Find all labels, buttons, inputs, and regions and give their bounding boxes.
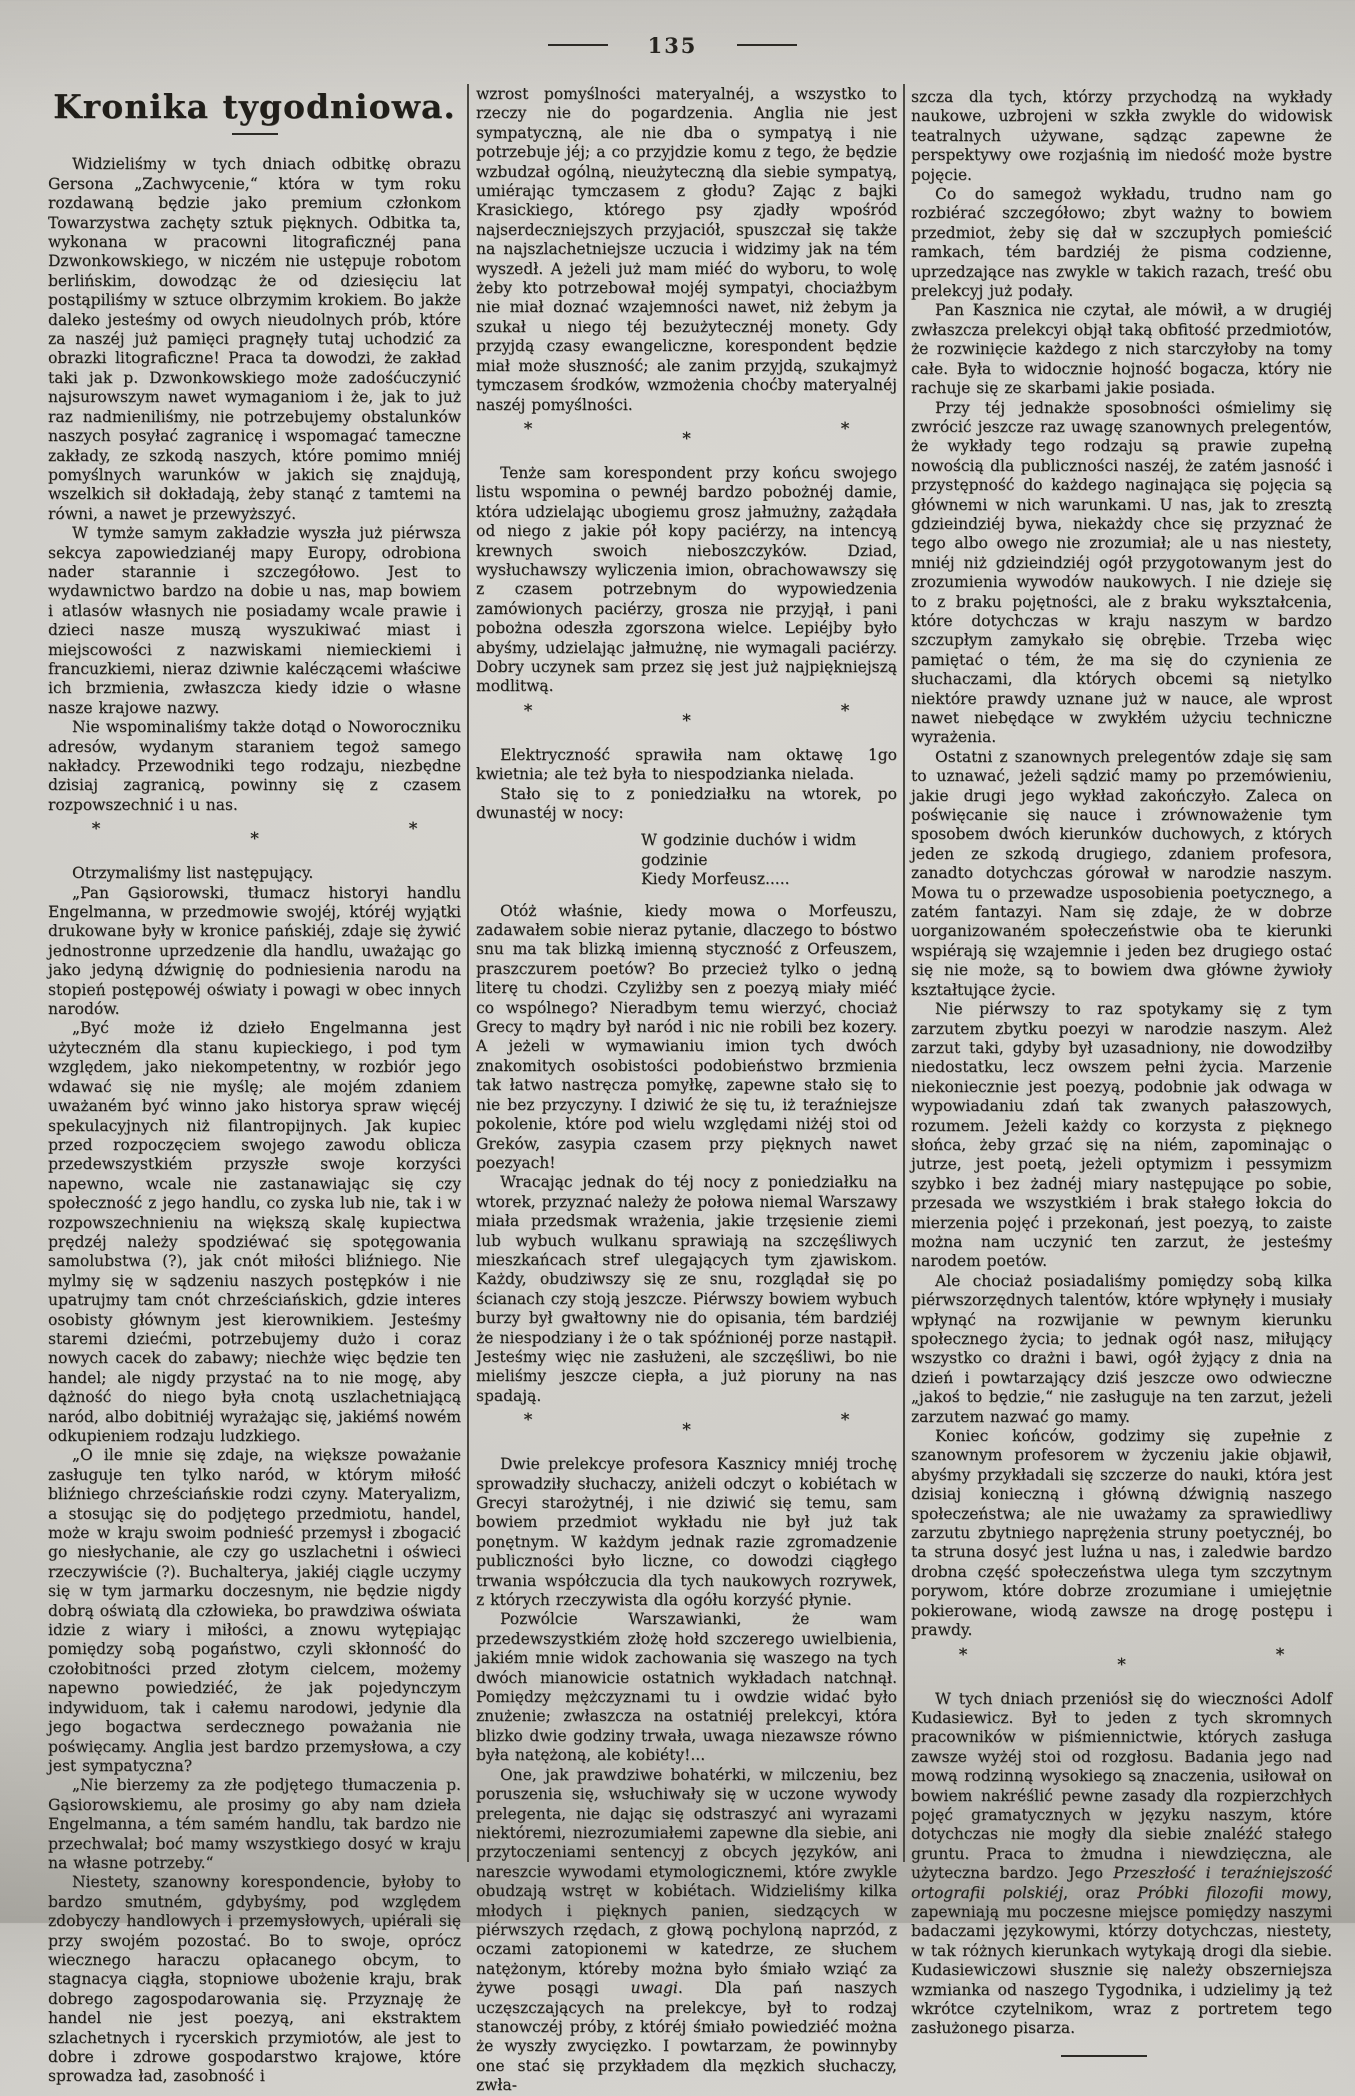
header-dash-right (737, 44, 797, 46)
section-separator-asterisks: * * * (523, 418, 850, 449)
paragraph: Ostatni z szanownych prelegentów zdaje się sam to uznawać, jeżeli sądzić mamy po przemówieniu, jakie drugi jego wykład zakończyło. Zaleca on poświęcanie się nauce i zrównoważenie tym sposobem dwóch kierunków duchowych, z których jeden ze szkodą drugiego, zdaniem profesora, zanadto dotychczas górował w narodzie naszym. Mowa tu o przewadze usposobienia poetycznego, a zatém fantazyi. Nam się zdaje, że w dobrze uorganizowaném społeczeństwie oba te kierunki wspiérają się wzajemnie i jeden bez drugiego ostać się nie może, są to bowiem dwa główne żywioły kształtujące życie. (911, 747, 1332, 999)
paragraph: Otóż właśnie, kiedy mowa o Morfeuszu, zadawałem sobie nieraz pytanie, dlaczego to bóstwo snu ma tak blizką imienną styczność z Orfeuszem, praszczurem poetów? Bo przecież tylko o jedną literę tu chodzi. Czyliżby sen z poezyą miały miéć co wspólnego? Nieradbym temu wierzyć, chociaż Grecy to mądry był naród i nic nie robili bez kozery. A jeżeli w wymawianiu imion tych dwóch znakomitych osobistości podobieństwo brzmienia tak łatwo nastręcza pomyłkę, zapewne stało się to nie bez przyczyny. I dziwić że się tu, iż teraźniejsze pokolenie, które pod wielu względami niżéj stoi od Greków, zasypia czasem przy pięknych nawet poezyach! (476, 901, 897, 1172)
paragraph: Przy téj jednakże sposobności ośmielimy się zwrócić jeszcze raz uwagę szanownych prelegentów, że wykłady tego rodzaju są prawie zupełną nowością dla publiczności naszéj, że zatém jasność i przystępność do każdego naginająca się pojęcia są głównemi w nich warunkami. U nas, jak to zresztą gdzieindziéj bywa, niekażdy chce się przyznać że tego albo owego nie zrozumiał; ale u nas niestety, mniéj niż gdzieindziéj ogół przygotowanym jest do zrozumienia wywodów naukowych. I nie dzieje się to z braku pojętności, ale z braku wykształcenia, które dotychczas w kraju naszym w bardzo szczupłym zamykało się obrębie. Trzeba więc pamiętać o tém, że ma się do czynienia ze słuchaczami, dla których obcemi są nietylko niektóre prawdy uznane już w nauce, ale wprost nawet niebędące w zwykłém użyciu techniczne wyrażenia. (911, 398, 1332, 747)
paragraph: One, jak prawdziwe bohatérki, w milczeniu, bez poruszenia się, wsłuchiwały się w uczone wywody prelegenta, nie dając się odstraszyć ani wyrazami niektóremi, niezrozumiałemi zapewne dla siebie, ani przytoczeniami sentencyj z obcych języków, ani nareszcie wywodami etymologicznemi, które zwykle obudzają wstręt w kobiétach. Widzieliśmy kilka młodych i pięknych panien, siedzących w piérwszych rzędach, z głową pochyloną naprzód, z oczami zatopionemi w katedrze, ze słuchem natężonym, któreby można było śmiało wziąć za żywe posągi uwagi. Dla pań naszych uczęszczających na prelekcye, był to rodzaj stanowczéj próby, z któréj śmiało powiedziéć można że wyszły zwycięzko. I powtarzam, że powinnyby one stać się przykładem dla męzkich słuchaczy, zwła- (476, 1765, 897, 2095)
paragraph: Koniec końców, godzimy się zupełnie z szanownym profesorem w życzeniu jakie objawił, abyśmy przykładali się szczerze do nauki, która jest dzisiaj konieczną i główną dźwignią naszego społeczeństwa; ale nie uważamy za sprawiedliwy zarzutu zbytniego naprężenia struny poetycznéj, bo ta struna dosyć jest luźna u nas, i zaledwie bardzo drobna część społeczeństwa ulega tym szczytnym porywom, które dobrze zrozumiane i umiejętnie pokierowane, wiodą zawsze na drogę postępu i prawdy. (911, 1427, 1332, 1640)
article-title: Kronika tygodniowa. (53, 87, 456, 126)
column-3 (911, 88, 1332, 2057)
column-2 (476, 85, 897, 2096)
column-divider-rule-2 (903, 84, 905, 1862)
paragraph: Dwie prelekcye profesora Kasznicy mniéj trochę sprowadziły słuchaczy, aniżeli odczyt o kobiétach w Grecyi starożytnéj, i nie dziwić się temu, sam bowiem przedmiot wykładu nie był już tak ponętnym. W każdym jednak razie zgromadzenie publiczności było liczne, co dowodzi ciągłego trwania współczucia dla tych naukowych rozrywek, z których rzeczywista dla ogółu korzyść płynie. (476, 1455, 897, 1610)
paragraph: „O ile mnie się zdaje, na większe poważanie zasługuje ten tylko naród, w którym miłość bliźniego chrześciańskie rodzi czyny. Materyalizm, a stosując się do podjętego przedmiotu, handel, może w kraju swoim podnieść przemysł i zbogacić go niesłychanie, ale czy go uszlachetni i oświeci rzeczywiście (?). Buchalterya, jakiéj ciągle uczymy się w tym jarmarku doczesnym, nie będzie nigdy dobrą oświatą dla człowieka, bo prawdziwa oświata idzie z wiary i miłości, a znowu wytępiając pomiędzy sobą pogaństwo, czyli skłonność do czołobitności przed złotym cielcem, możemy napewno powiedziéć, że jak pojedynczym indywiduom, tak i całemu narodowi, jedynie dla jego bogactwa serdecznego poważania nie poświęcamy. Anglia jest bardzo przemysłowa, a czy jest sympatyczna? (48, 1446, 461, 1775)
paragraph: „Być może iż dzieło Engelmanna jest użyteczném dla stanu kupieckiego, i pod tym względem, jako niekompetentny, w rozbiór jego wdawać się nie myślę; ale mojém zdaniem uważaném być winno jako historya spraw więcéj spekulacyjnych niż filantropijnych. Jak kupiec przed rozpoczęciem swojego zawodu oblicza przedewszystkiém przyszłe swoje korzyści napewno, wcale nie zastanawiając się czy społeczność z jego handlu, co zyska lub nie, tak i w rozpowszechnieniu na większą skalę kupiectwa prędzéj należy spodziéwać się spotęgowania samolubstwa (?), jak cnót miłości bliźniego. Nie mylmy się w sądzeniu naszych postępków i nie upatrujmy tam cnót chrześciańskich, gdzie interes osobisty głównym jest kierownikiem. Jesteśmy staremi dziećmi, potrzebujemy dużo i coraz nowych cacek do zabawy; niechże więc będzie ten handel; ale nigdy przystać na to nie mogę, aby dążność do niego była cnotą uszlachetniającą naród, albo dobitniéj wyrażając się, jakiémś nowém odkupieniem rodzaju ludzkiego. (48, 1019, 461, 1445)
paragraph: Pan Kasznica nie czytał, ale mówił, a w drugiéj zwłaszcza prelekcyi objął taką obfitość przedmiotów, że rozwinięcie każdego z nich starczyłoby na tomy całe. Była to widocznie hojność bogacza, który nie rachuje się ze skarbami jakie posiada. (911, 301, 1332, 398)
paragraph: Widzieliśmy w tych dniach odbitkę obrazu Gersona „Zachwycenie,“ która w tym roku rozdawaną będzie jako premium członkom Towarzystwa zachęty sztuk pięknych. Odbitka ta, wykonana w pracowni litograficznéj pana Dzwonkowskiego, w niczém nie ustępuje robotom berlińskim, dowodząc że od dziesięciu lat postąpiliśmy w sztuce olbrzymim krokiem. Bo jakże daleko jesteśmy od owych nieudolnych prób, które za naszéj już pamięci pragnęły tutaj uchodzić za obrazki litograficzne! Praca ta dowodzi, że zakład taki jak p. Dzwonkowskiego może zadośćuczynić najsurowszym nawet wymaganiom i że, jak to już raz nadmieniliśmy, nie potrzebujemy obstalunków naszych posyłać zagranicę i wspomagać tameczne zakłady, ze szkodą naszych, które pomimo mniéj pomyślnych warunków w jakich się znajdują, wszelkich sił dokładają, żeby stanąć z tamtemi na równi, a nawet je przewyższyć. (48, 155, 461, 523)
page-number: 135 (647, 32, 698, 58)
paragraph: Nie piérwszy to raz spotykamy się z tym zarzutem zbytku poezyi w narodzie naszym. Ależ zarzut taki, gdyby był uzasadniony, nie dowodziłby niedostatku, lecz owszem pełni życia. Marzenie niekoniecznie jest poezyą, podobnie jak odwaga w wypowiadaniu zdań tak zwanych pałaszowych, rozumem. Jeżeli każdy co korzysta z pięknego słońca, żeby grzać się na niém, zapominając o jutrze, jest poetą, jeżeli optymizm i pessymizm szybko i bez żadnéj miary następujące po sobie, przesada we wszystkiém i brak stałego łokcia do mierzenia pojęć i przekonań, jest poezyą, to zaiste można nam uczynić ten zarzut, że jesteśmy narodem poetów. (911, 1000, 1332, 1271)
section-separator-asterisks: * * * (958, 1644, 1285, 1675)
section-separator-asterisks: * * * (523, 1410, 850, 1441)
paragraph: szcza dla tych, którzy przychodzą na wykłady naukowe, uzbrojeni w szkła zwykle do widowisk teatralnych używane, sądząc zapewne że perspektywy owe rozjaśnią im niedość może bystre pojęcie. (911, 88, 1332, 184)
paragraph: W tymże samym zakładzie wyszła już piérwsza sekcya zapowiedzianéj mapy Europy, odrobiona nader starannie i szczegółowo. Jest to wydawnictwo bardzo na dobie u nas, map bowiem i atlasów własnych nie posiadamy wcale prawie i dzieci nasze muszą wyszukiwać miast i miejscowości z nazwiskami niemieckiemi i francuzkiemi, nieraz dziwnie kaléczącemi właściwe ich brzmienia, zwłaszcza kiedy idzie o własne nasze krajowe nazwy. (48, 524, 461, 717)
paragraph: Pozwólcie Warszawianki, że wam przedewszystkiém złożę hołd szczerego uwielbienia, jakiém mnie widok zachowania się waszego na tych dwóch mianowicie ostatnich wykładach natchnął. Pomiędzy mężczyznami tu i owdzie widać było znużenie; zwłaszcza na ostatniéj prelekcyi, która blizko dwie godziny trwała, uwaga niezawsze równo była natężoną, ale kobiéty!... (476, 1610, 897, 1765)
page-header (0, 30, 1345, 60)
paragraph: Co do samegoż wykładu, trudno nam go rozbiérać szczegółowo; zbyt ważny to bowiem przedmiot, żeby się dał w szczupłych pomieścić ramkach, tém bardziéj że pisma codzienne, uprzedzające nas zwykle w takich razach, treść obu prelekcyj już podały. (911, 185, 1332, 301)
paragraph: Stało się to z poniedziałku na wtorek, po dwunastéj w nocy: (476, 784, 897, 822)
column-1 (48, 85, 461, 2087)
paragraph: „Nie bierzemy za złe podjętego tłumaczenia p. Gąsiorowskiemu, ale prosimy go aby nam dzieła Engelmanna, a tém samém handlu, tak bardzo nie przechwalał; boć mamy wszystkiego dosyć w kraju na własne potrzeby.“ (48, 1776, 461, 1872)
paragraph: Wracając jednak do téj nocy z poniedziałku na wtorek, przyznać należy że połowa niemal Warszawy miała przedsmak wrażenia, jakie trzęsienie ziemi lub wybuch wulkanu sprawiają na szczęśliwych mieszkańcach stref ulegających tym zjawiskom. Każdy, obudziwszy się ze snu, rozglądał się po ścianach czy stoją jeszcze. Piérwszy bowiem wybuch burzy był gwałtowny nie do opisania, tém bardziéj że niespodziany i że o tak spóźnionéj porze nastąpił. Jesteśmy więc nie zasłużeni, ale szczęśliwi, bo nie mieliśmy jeszcze ciepła, a już pioruny na nas spadają. (476, 1173, 897, 1405)
section-separator-asterisks: * * * (523, 700, 850, 731)
paragraph: wzrost pomyślności materyalnéj, a wszystko to rzeczy nie do pogardzenia. Anglia nie jest sympatyczną, ale nie dba o sympatyą i nie potrzebuje jéj; a co przyjdzie komu z tego, że będzie wzbudzał ogólną, nieużyteczną dla siebie sympatyą, umiérając tymczasem z głodu? Zając z bajki Krasickiego, którego psy zjadły wpośród najserdeczniejszych przyjaciół, spuszczał się także na najszlachetniejsze uczucia i widzimy jak na tém wyszedł. A jeżeli już mam miéć do wyboru, to wolę żeby kto potrzebował mojéj sympatyi, chociażbym nie miał doznać wzajemności nawet, niż żebym ja szukał u niego téj bezużytecznéj monety. Gdy przyjdą czasy ewangeliczne, korespondent będzie miał może słuszność; ale zanim przyjdą, szukajmyż tymczasem środków, wzmożenia choćby materyalnéj naszéj pomyślności. (476, 85, 897, 414)
paragraph: W tych dniach przeniósł się do wieczności Adolf Kudasiewicz. Był to jeden z tych skromnych pracowników w piśmiennictwie, których zasługa zawsze wyżéj stoi od rozgłosu. Badania jego nad mową rodzinną wysokiego są znaczenia, usiłował on bowiem nakréślić pewne zasady dla rozpierzchłych pojęć gramatycznych w języku naszym, które dotychczas nie mogły dla siebie znaléźć stałego gruntu. Praca to żmudna i niewdzięczna, ale użyteczna bardzo. Jego Przeszłość i teraźniejszość ortografii polskiéj, oraz Próbki filozofii mowy, zapewniają mu poczesne miejsce pomiędzy naszymi badaczami językowymi, którzy dotychczas, niestety, w tak różnych kierunkach wytykają drogi dla siebie. Kudasiewiczowi słusznie się należy obszerniejsza wzmianka od naszego Tygodnika, i udzielimy ją też wkrótce czytelnikom, wraz z portretem tego zasłużonego pisarza. (911, 1689, 1333, 2038)
paragraph: Nie wspominaliśmy także dotąd o Noworoczniku adresów, wydanym staraniem tegoż samego nakładcy. Przewodniki tego rodzaju, niezbędne dzisiaj zagranicą, powinny się z czasem rozpowszechnić i u nas. (48, 718, 461, 814)
paragraph: „Pan Gąsiorowski, tłumacz historyi handlu Engelmanna, w przedmowie swojéj, któréj wyjątki drukowane były w kronice pańskiéj, zdaje się żywić jednostronne uprzedzenie dla handlu, uważając go jako jedyną dźwignię do podniesienia narodu na stopień postępowéj oświaty i powagi w obec innych narodów. (48, 883, 461, 1019)
paragraph: Otrzymaliśmy list następujący. (72, 864, 314, 883)
verse-quote: W godzinie duchów i widm godzinie Kiedy Morfeusz..... (641, 831, 857, 889)
title-rule (232, 133, 278, 135)
paragraph: Ale chociaż posiadaliśmy pomiędzy sobą kilka piérwszorzędnych talentów, które wpłynęły i musiały wpłynąć na rozwijanie w pewnym kierunku społecznego życia; to jednak ogół nasz, miłujący wszystko co drażni i bawi, ogół żyjący z dnia na dzień i powtarzający dziś jeszcze owo odwieczne „jakoś to będzie,“ nie zasługuje na ten zarzut, jeżeli zarzutem nazwać go mamy. (911, 1271, 1332, 1426)
paragraph: Elektryczność sprawiła nam oktawę 1go kwietnia; ale też była to niespodzianka nielada. (476, 745, 897, 784)
paragraph: Tenże sam korespondent przy końcu swojego listu wspomina o pewnéj bardzo pobożnéj damie, która udzielając ubogiemu grosz jałmużny, zażądała od niego z jakie pół kopy paciérzy, na intencyą krewnych swoich nieboszczyków. Dziad, wysłuchawszy wyliczenia imion, obrachowawszy się z czasem potrzebnym do wypowiedzenia zamówionych paciérzy, grosza nie przyjął, i pani pobożna odeszła zgorszona wielce. Lepiéjby było abyśmy, udzielając jałmużnę, nie wymagali paciérzy. Dobry uczynek sam przez się jest już najpiękniejszą modlitwą. (476, 463, 897, 696)
header-dash-left (548, 44, 608, 46)
section-separator-asterisks: * * * (91, 819, 418, 850)
column-divider-rule-1 (467, 84, 469, 1862)
paragraph: Niestety, szanowny korespondencie, byłoby to bardzo smutném, gdybyśmy, pod względem zdobyczy handlowych i przemysłowych, upiérali się przy swojém pozostać. Bo to swoje, oprócz wiecznego haraczu opłacanego obcym, to stagnacya ciągła, stopniowe ubożenie kraju, brak dobrego zagospodarowania się. Przyznaję że handel nie jest poezyą, ani ekstraktem szlachetnych i rycerskich przymiotów, ale jest to dobre i zdrowe gospodarstwo krajowe, które sprowadza ład, zasobność i (48, 1873, 461, 2086)
end-of-article-rule (1061, 2055, 1147, 2057)
